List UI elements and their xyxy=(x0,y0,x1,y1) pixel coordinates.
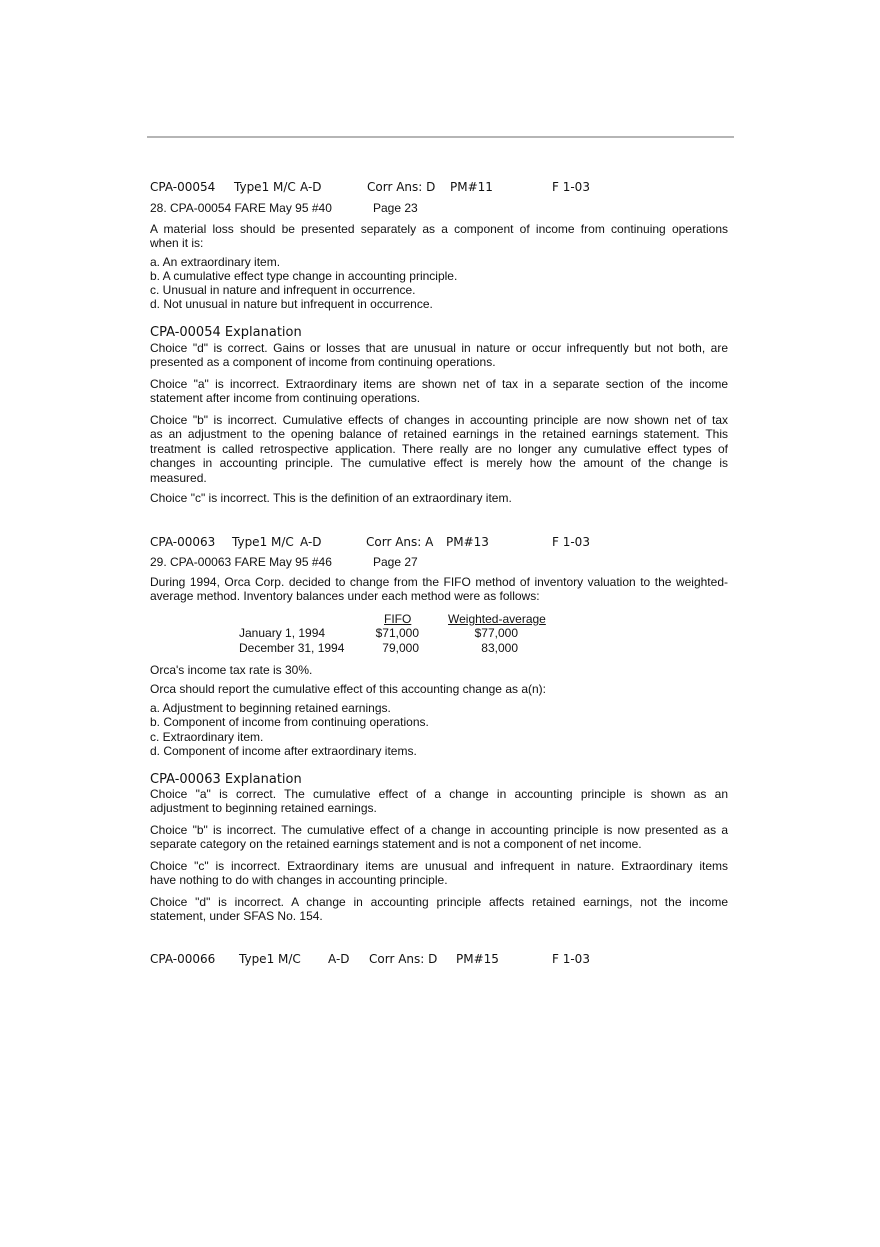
header-pm: PM#15 xyxy=(456,952,499,966)
header-type: Type1 M/C xyxy=(239,952,301,966)
question-source: 29. CPA-00063 FARE May 95 #46 xyxy=(150,555,332,569)
explanation-title: CPA-00054 Explanation xyxy=(150,325,302,340)
explanation-line: treatment is called retrospective application. There really are no longer any cumulative effect types of xyxy=(150,441,728,456)
table-cell-fifo: $71,000 xyxy=(375,626,419,640)
header-range: A-D xyxy=(328,952,350,966)
header-answer: Corr Ans: D xyxy=(367,180,436,194)
header-pm: PM#13 xyxy=(446,535,489,549)
explanation-title: CPA-00063 Explanation xyxy=(150,772,302,787)
answer-option: a. Adjustment to beginning retained earnings. xyxy=(150,701,391,715)
header-id: CPA-00066 xyxy=(150,952,216,966)
header-ref: F 1-03 xyxy=(552,180,590,194)
table-cell-weighted: 83,000 xyxy=(481,641,518,655)
explanation-line: presented as a component of income from continuing operations. xyxy=(150,355,496,370)
table-row-label: January 1, 1994 xyxy=(239,626,326,640)
explanation-line: Choice "b" is incorrect. Cumulative effects of changes in accounting principle are now shown net of tax xyxy=(150,413,728,427)
top-divider xyxy=(147,136,734,138)
header-type: Type1 M/C xyxy=(234,180,296,194)
explanation-line: statement after income from continuing operations. xyxy=(150,391,421,406)
question-stem: During 1994, Orca Corp. decided to change from the FIFO method of inventory valuation to the weighted- xyxy=(150,575,728,589)
explanation-line: Choice "b" is incorrect. The cumulative effect of a change in accounting principle is now presented as a xyxy=(150,823,728,837)
explanation-line: statement, under SFAS No. 154. xyxy=(150,909,323,924)
header-pm: PM#11 xyxy=(450,180,493,194)
question-stem: when it is: xyxy=(150,236,204,250)
header-ref: F 1-03 xyxy=(552,952,590,966)
page-ref: Page 27 xyxy=(373,555,418,569)
answer-option: d. Not unusual in nature but infrequent in occurrence. xyxy=(150,297,433,311)
explanation-line: separate category on the retained earnings statement and is not a component of net income. xyxy=(150,837,642,852)
answer-option: b. A cumulative effect type change in accounting principle. xyxy=(150,269,458,283)
question-stem: average method. Inventory balances under each method were as follows: xyxy=(150,589,540,603)
table-cell-fifo: 79,000 xyxy=(382,641,419,655)
explanation-line: as an adjustment to the opening balance of retained earnings in the retained earnings statement. This xyxy=(150,427,728,442)
header-ref: F 1-03 xyxy=(552,535,590,549)
table-cell-weighted: $77,000 xyxy=(474,626,518,640)
answer-option: a. An extraordinary item. xyxy=(150,255,281,269)
explanation-line: Choice "c" is incorrect. Extraordinary items are unusual and infrequent in nature. Extraordinary items xyxy=(150,859,728,873)
answer-option: b. Component of income from continuing operations. xyxy=(150,715,429,729)
tax-rate-text: Orca's income tax rate is 30%. xyxy=(150,663,313,677)
explanation-line: adjustment to beginning retained earnings. xyxy=(150,801,377,816)
explanation-line: Choice "a" is correct. The cumulative effect of a change in accounting principle is shown as an xyxy=(150,787,728,801)
explanation-line: Choice "c" is incorrect. This is the definition of an extraordinary item. xyxy=(150,491,512,505)
header-type: Type1 M/C xyxy=(232,535,294,549)
question-text: Orca should report the cumulative effect of this accounting change as a(n): xyxy=(150,682,546,696)
answer-option: c. Extraordinary item. xyxy=(150,730,264,744)
answer-option: c. Unusual in nature and infrequent in occurrence. xyxy=(150,283,416,297)
header-id: CPA-00063 xyxy=(150,535,216,549)
header-answer: Corr Ans: D xyxy=(369,952,438,966)
header-id: CPA-00054 xyxy=(150,180,216,194)
header-answer: Corr Ans: A xyxy=(366,535,434,549)
question-source: 28. CPA-00054 FARE May 95 #40 xyxy=(150,201,332,215)
explanation-line: measured. xyxy=(150,470,207,485)
explanation-line: have nothing to do with changes in accounting principle. xyxy=(150,873,448,888)
table-header-fifo: FIFO xyxy=(384,612,412,626)
explanation-line: Choice "d" is correct. Gains or losses that are unusual in nature or occur infrequently but not both, are xyxy=(150,341,728,355)
explanation-line: changes in accounting principle. The cumulative effect is merely how the amount of the change is xyxy=(150,456,728,471)
answer-option: d. Component of income after extraordinary items. xyxy=(150,744,417,758)
table-header-weighted: Weighted-average xyxy=(448,612,546,626)
table-row-label: December 31, 1994 xyxy=(239,641,345,655)
page-ref: Page 23 xyxy=(373,201,418,215)
question-stem: A material loss should be presented separately as a component of income from continuing operations xyxy=(150,222,728,236)
header-range: A-D xyxy=(300,535,322,549)
explanation-line: Choice "a" is incorrect. Extraordinary items are shown net of tax in a separate section of the income xyxy=(150,377,728,391)
explanation-line: Choice "d" is incorrect. A change in accounting principle affects retained earnings, not the income xyxy=(150,895,728,909)
header-range: A-D xyxy=(300,180,322,194)
